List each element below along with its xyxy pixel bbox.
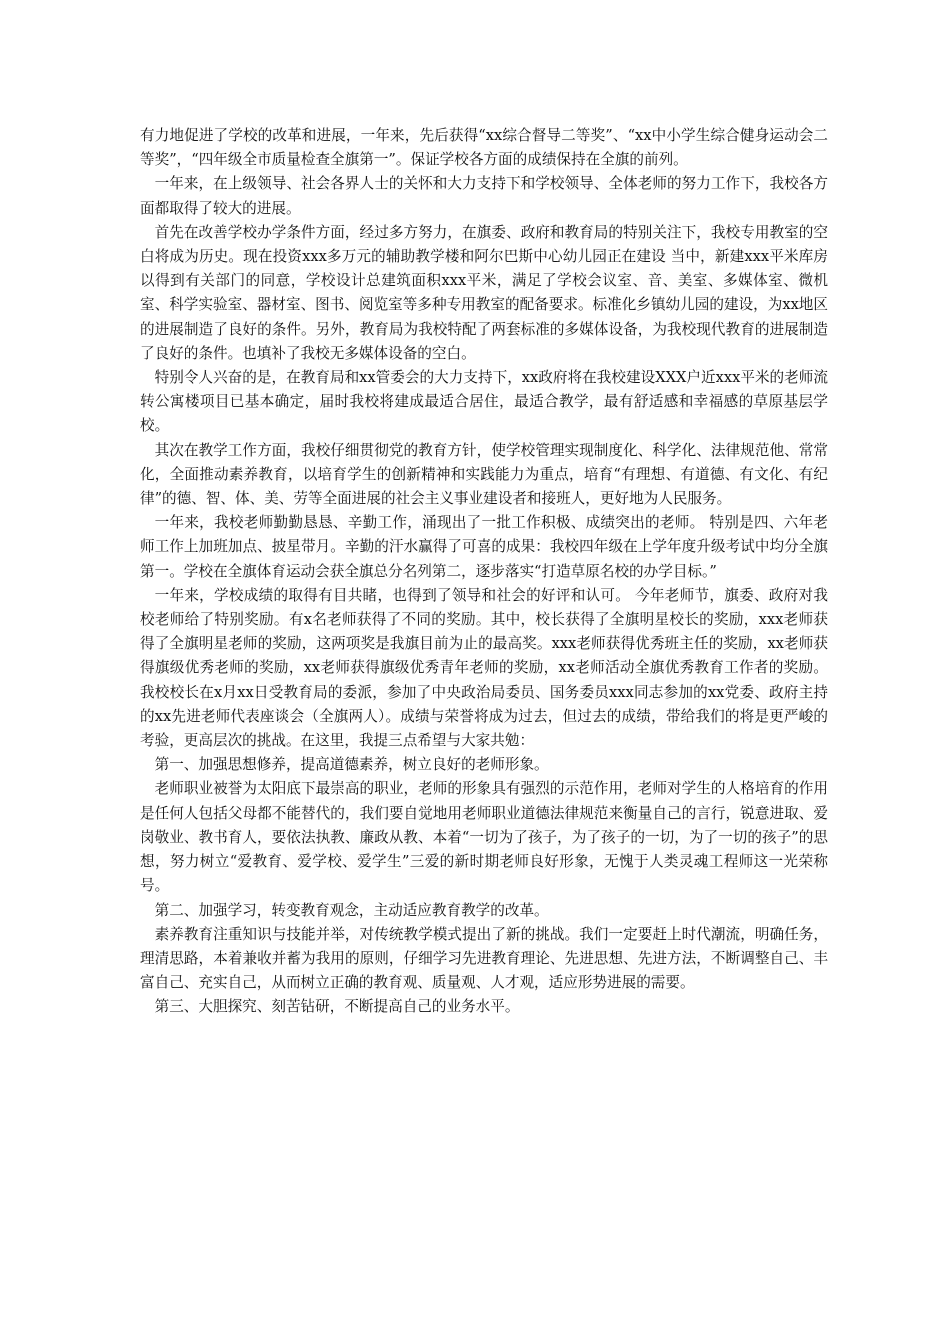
paragraph-facilities: 首先在改善学校办学条件方面，经过多方努力，在旗委、政府和教育局的特别关注下，我校专用教室的空白将成为历史。现在投资xxx多万元的辅助教学楼和阿尔巴斯中心幼儿园正在建设 当中，新建xxx平米库房以得到有关部门的同意，学校设计总建筑面积xxx平米，满足了学校会议室、音、美室、多媒体室、微机室、科学实验室、器材室、图书、阅览室等多种专用教室的配备要求。标准化乡镇幼儿园的建设，为xx地区的进展制造了良好的条件。另外，教育局为我校特配了两套标准的多媒体设备，为我校现代教育的进展制造了良好的条件。也填补了我校无多媒体设备的空白。 <box>140 223 828 362</box>
paragraph-ethics: 老师职业被誉为太阳底下最崇高的职业，老师的形象具有强烈的示范作用，老师对学生的人格培育的作用是任何人包括父母都不能替代的，我们要自觉地用老师职业道德法律规范来衡量自己的言行，锐意进取、爱岗敬业、教书育人，要依法执教、廉政从教、本着“一切为了孩子，为了孩子的一切，为了一切的孩子”的思想，努力树立“爱教育、爱学校、爱学生”三爱的新时期老师良好形象，无愧于人类灵魂工程师这一光荣称号。 <box>140 780 828 895</box>
paragraph-teachers: 一年来，我校老师勤勤恳恳、辛勤工作，涌现出了一批工作积极、成绩突出的老师。 特别是四、六年老师工作上加班加点、披星带月。辛勤的汗水赢得了可喜的成果：我校四年级在上学年度升级考试中均分全旗第一。学校在全旗体育运动会获全旗总分名列第二，逐步落实“打造草原名校的办学目标。” <box>140 514 828 580</box>
heading-first-hope: 第一、加强思想修养，提高道德素养，树立良好的老师形象。 <box>154 756 549 774</box>
paragraph-continuation: 有力地促进了学校的改革和进展，一年来，先后获得“xx综合督导二等奖”、“xx中小学生综合健身运动会二等奖”，“四年级全市质量检查全旗第一”。保证学校各方面的成绩保持在全旗的前列。 <box>140 127 828 169</box>
paragraph-teaching: 其次在教学工作方面，我校仔细贯彻党的教育方针，使学校管理实现制度化、科学化、法律规范他、常常化，全面推动素养教育，以培育学生的创新精神和实践能力为重点，培育“有理想、有道德、有文化、有纪律”的德、智、体、美、劳等全面进展的社会主义事业建设者和接班人，更好地为人民服务。 <box>140 441 828 508</box>
paragraph-support: 一年来，在上级领导、社会各界人士的关怀和大力支持下和学校领导、全体老师的努力工作下，我校各方面都取得了较大的进展。 <box>140 175 828 217</box>
paragraph-awards: 一年来，学校成绩的取得有目共睹，也得到了领导和社会的好评和认可。 今年老师节，旗委、政府对我校老师给了特别奖励。有x名老师获得了不同的奖励。其中，校长获得了全旗明星校长的奖励，xxx老师获得了全旗明星老师的奖励，这两项奖是我旗目前为止的最高奖。xxx老师获得优秀班主任的奖励，xx老师获得旗级优秀老师的奖励，xx老师获得旗级优秀青年老师的奖励，xx老师活动全旗优秀教育工作者的奖励。我校校长在x月xx日受教育局的委派，参加了中央政治局委员、国务委员xxx同志参加的xx党委、政府主持的xx先进老师代表座谈会（全旗两人）。成绩与荣誉将成为过去，但过去的成绩，带给我们的将是更严峻的考验，更高层次的挑战。在这里，我提三点希望与大家共勉： <box>140 586 828 750</box>
document-body <box>140 124 828 1020</box>
paragraph-learning: 素养教育注重知识与技能并举，对传统教学模式提出了新的挑战。我们一定要赶上时代潮流，明确任务，理清思路，本着兼收并蓄为我用的原则，仔细学习先进教育理论、先进思想、先进方法，不断调整自己、丰富自己、充实自己，从而树立正确的教育观、质量观、人才观，适应形势进展的需要。 <box>140 925 828 992</box>
heading-third-hope: 第三、大胆探究、刻苦钻研，不断提高自己的业务水平。 <box>154 998 520 1016</box>
paragraph-apartment: 特别令人兴奋的是，在教育局和xx管委会的大力支持下，xx政府将在我校建设XXX户近xxx平米的老师流转公寓楼项目已基本确定，届时我校将建成最适合居住，最适合教学，最有舒适感和幸福感的草原基层学校。 <box>140 369 828 435</box>
heading-second-hope: 第二、加强学习，转变教育观念，主动适应教育教学的改革。 <box>154 901 549 919</box>
